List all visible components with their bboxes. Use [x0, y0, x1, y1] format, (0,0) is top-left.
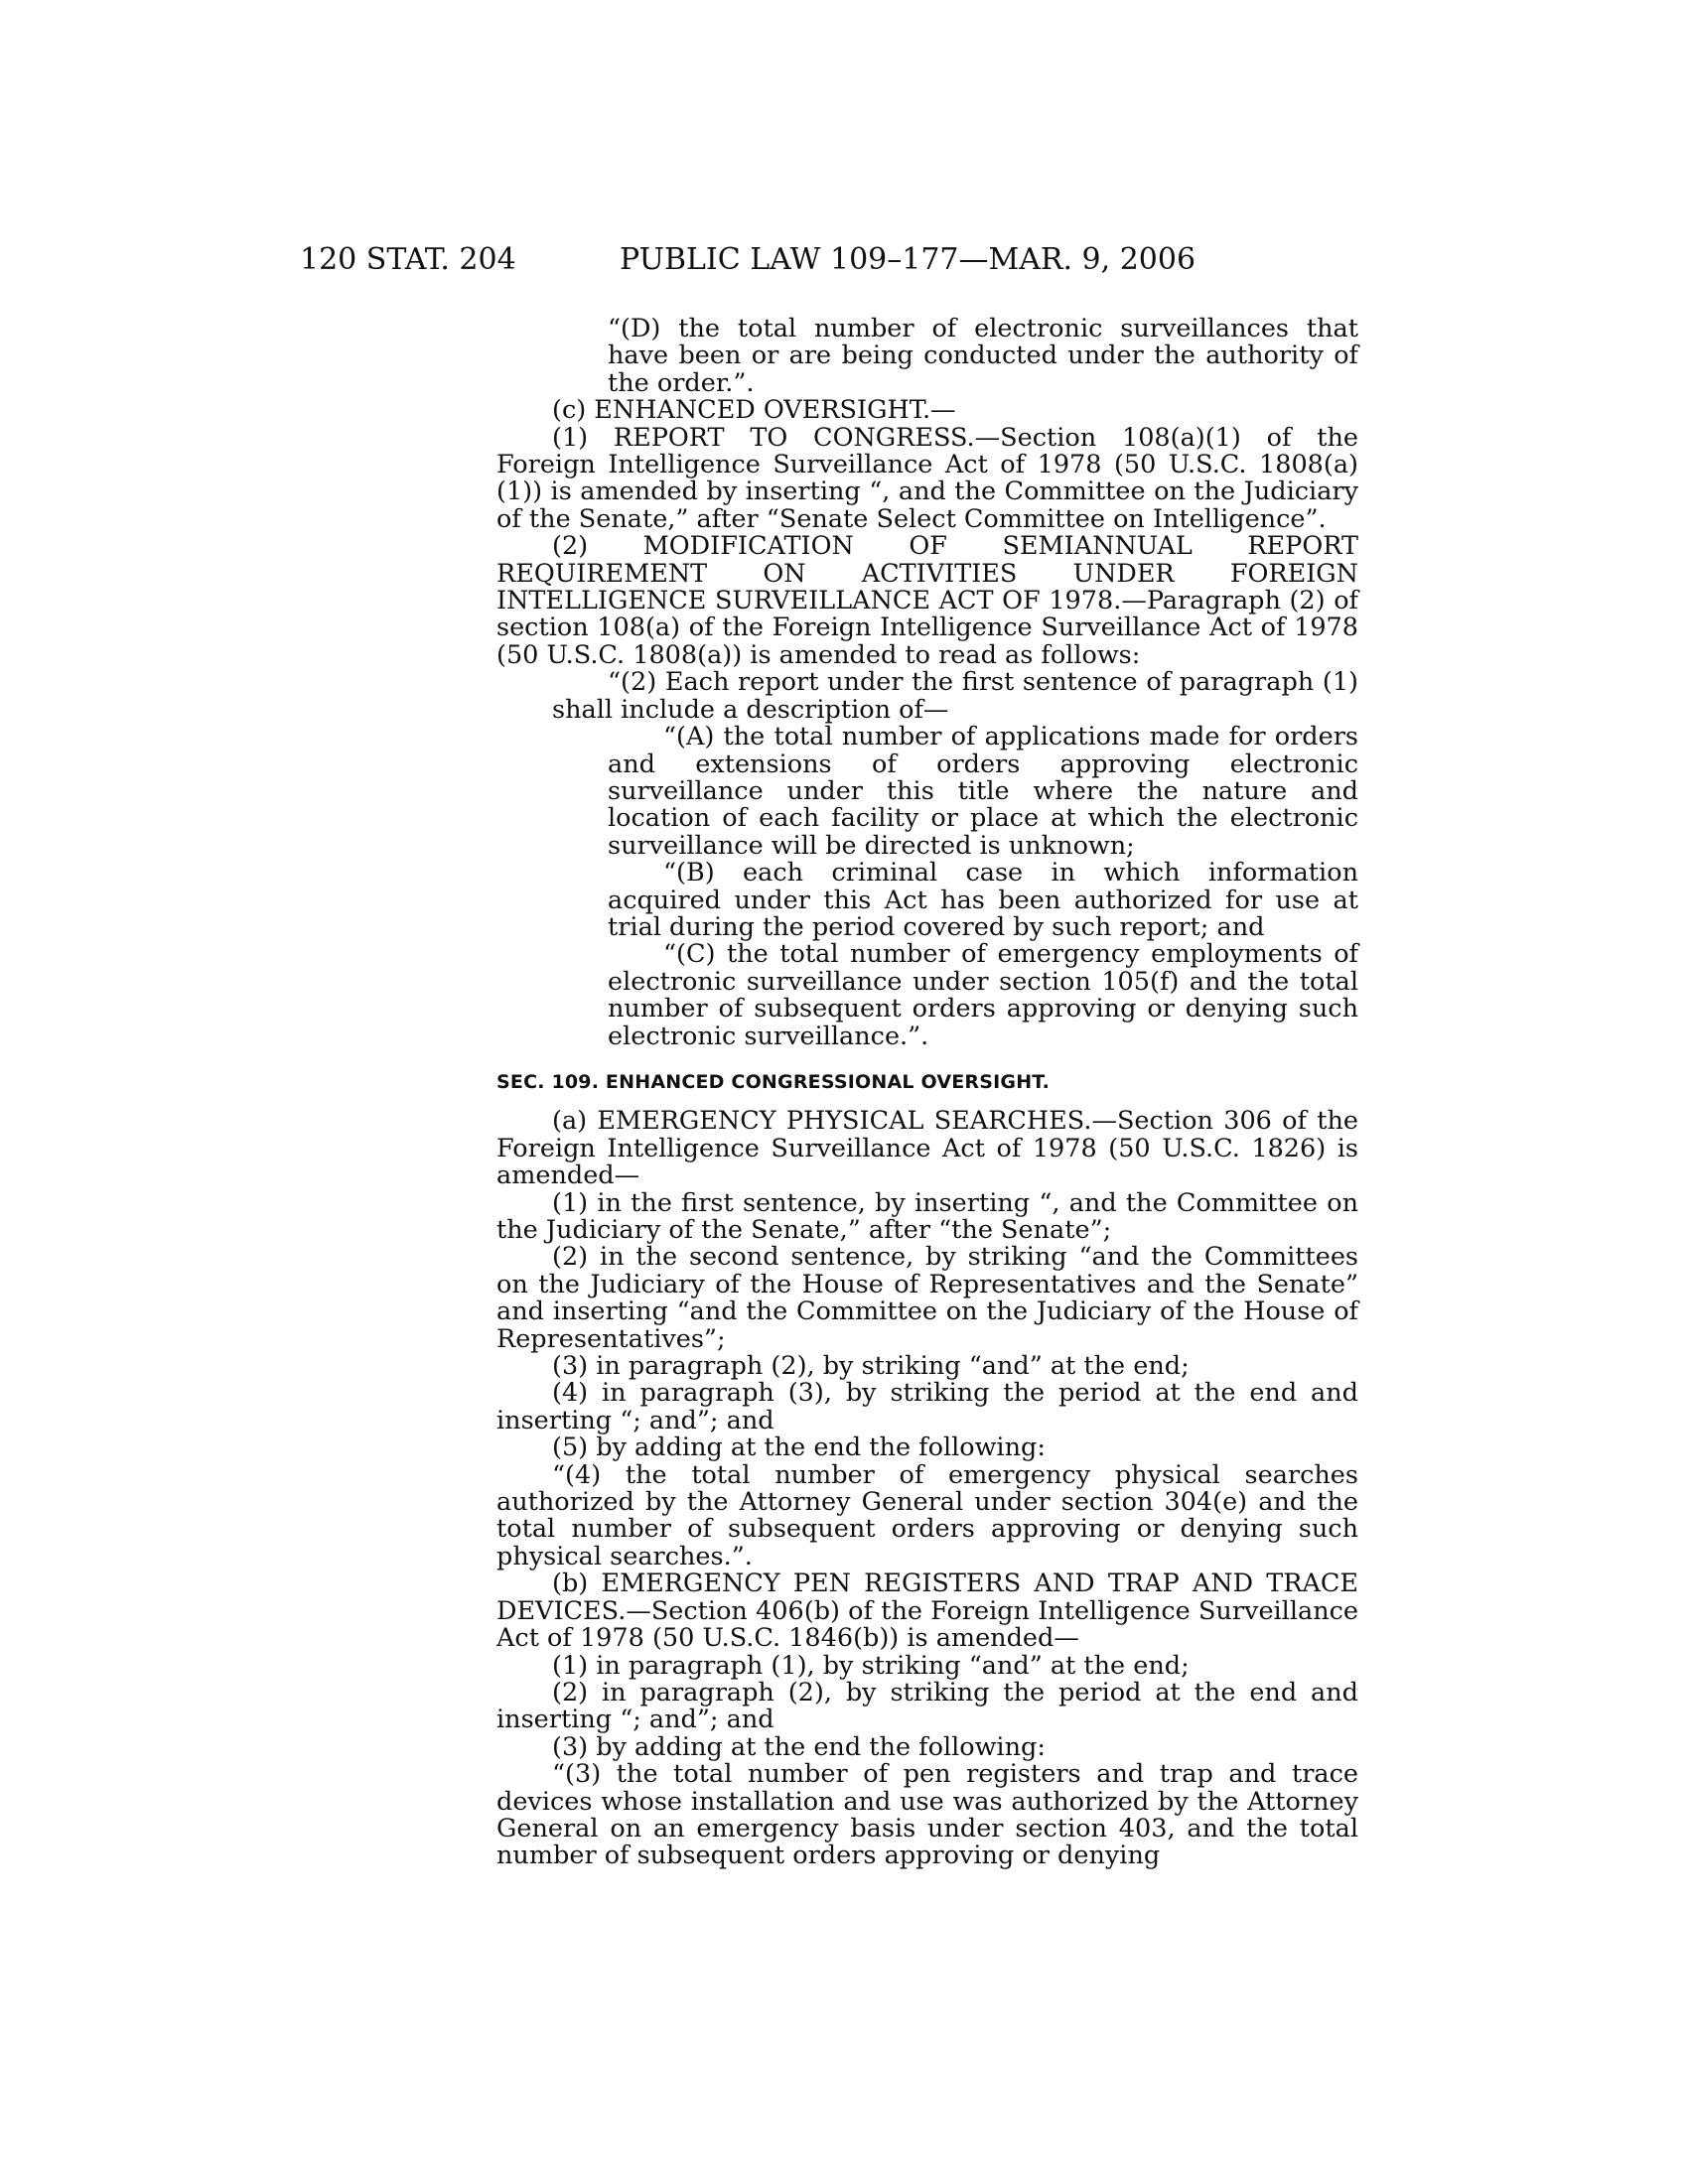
paragraph-b1: (1) in paragraph (1), by striking “and” at the end; — [552, 1650, 1190, 1681]
section-109-heading: SEC. 109. ENHANCED CONGRESSIONAL OVERSIGHT. — [496, 1070, 1050, 1093]
paragraph-b3: (3) by adding at the end the following: — [552, 1731, 1046, 1762]
subsection-a: (a) EMERGENCY PHYSICAL SEARCHES.—Section 306 of the Foreign Intelligence Surveillance Act of 1978 (50 U.S.C. 1826) is amended— — [496, 1106, 1358, 1191]
paragraph-c1: (1) REPORT TO CONGRESS.—Section 108(a)(1) of the Foreign Intelligence Surveillance Act of 1978 (50 U.S.C. 1808(a)(1)) is amended by inserting “, and the Committee on the Judiciary of the Senate,” after “Senate Select Committee on Intelligence”. — [496, 422, 1358, 534]
quoted-subparagraph-a: “(A) the total number of applications made for orders and extensions of orders approving electronic surveillance under this title where the nature and location of each facility or place at which the electronic surveillance will be directed is unknown; — [608, 722, 1358, 861]
paragraph-b2: (2) in paragraph (2), by striking the period at the end and inserting “; and”; and — [496, 1677, 1358, 1735]
quoted-paragraph-2: “(2) Each report under the first sentence of paragraph (1) shall include a description of— — [552, 667, 1358, 725]
subsection-b: (b) EMERGENCY PEN REGISTERS AND TRAP AND TRACE DEVICES.—Section 406(b) of the Foreign Intelligence Surveillance Act of 1978 (50 U.S.C. 1846(b)) is amended— — [496, 1569, 1358, 1654]
paragraph-a2: (2) in the second sentence, by striking “and the Committees on the Judiciary of the House of Representatives and the Senate” and inserting “and the Committee on the Judiciary of the House of Representatives”; — [496, 1242, 1358, 1354]
stat-page-number: 120 STAT. 204 — [300, 242, 516, 277]
paragraph-a3: (3) in paragraph (2), by striking “and” at the end; — [552, 1351, 1190, 1382]
paragraph-c2: (2) MODIFICATION OF SEMIANNUAL REPORT REQUIREMENT ON ACTIVITIES UNDER FOREIGN INTELLIGENCE SURVEILLANCE ACT OF 1978.—Paragraph (2) of section 108(a) of the Foreign Intelligence Surveillance Act of 1978 (50 U.S.C. 1808(a)) is amended to read as follows: — [496, 531, 1358, 670]
running-header: PUBLIC LAW 109–177—MAR. 9, 2006 — [620, 242, 1196, 277]
paragraph-a1: (1) in the first sentence, by inserting “, and the Committee on the Judiciary of the Senate,” after “the Senate”; — [496, 1187, 1358, 1245]
paragraph-a4: (4) in paragraph (3), by striking the period at the end and inserting “; and”; and — [496, 1378, 1358, 1435]
paragraph-a5: (5) by adding at the end the following: — [552, 1433, 1046, 1463]
document-body — [496, 316, 1358, 1870]
quoted-paragraph-4: “(4) the total number of emergency physical searches authorized by the Attorney General under section 304(e) and the total number of subsequent orders approving or denying such physical searches.”. — [496, 1459, 1358, 1571]
quoted-subparagraph-d: “(D) the total number of electronic surveillances that have been or are being conducted under the authority of the order.”. — [608, 314, 1358, 398]
quoted-paragraph-3: “(3) the total number of pen registers and trap and trace devices whose installation and use was authorized by the Attorney General on an emergency basis under section 403, and the total number of subsequent orders approving or denying — [496, 1759, 1358, 1871]
quoted-subparagraph-c: “(C) the total number of emergency employments of electronic surveillance under section 105(f) and the total number of subsequent orders approving or denying such electronic surveillance.”. — [608, 939, 1358, 1051]
subsection-c-heading: (c) ENHANCED OVERSIGHT.— — [552, 395, 956, 426]
quoted-subparagraph-b: “(B) each criminal case in which information acquired under this Act has been authorized for use at trial during the period covered by such report; and — [608, 858, 1358, 942]
